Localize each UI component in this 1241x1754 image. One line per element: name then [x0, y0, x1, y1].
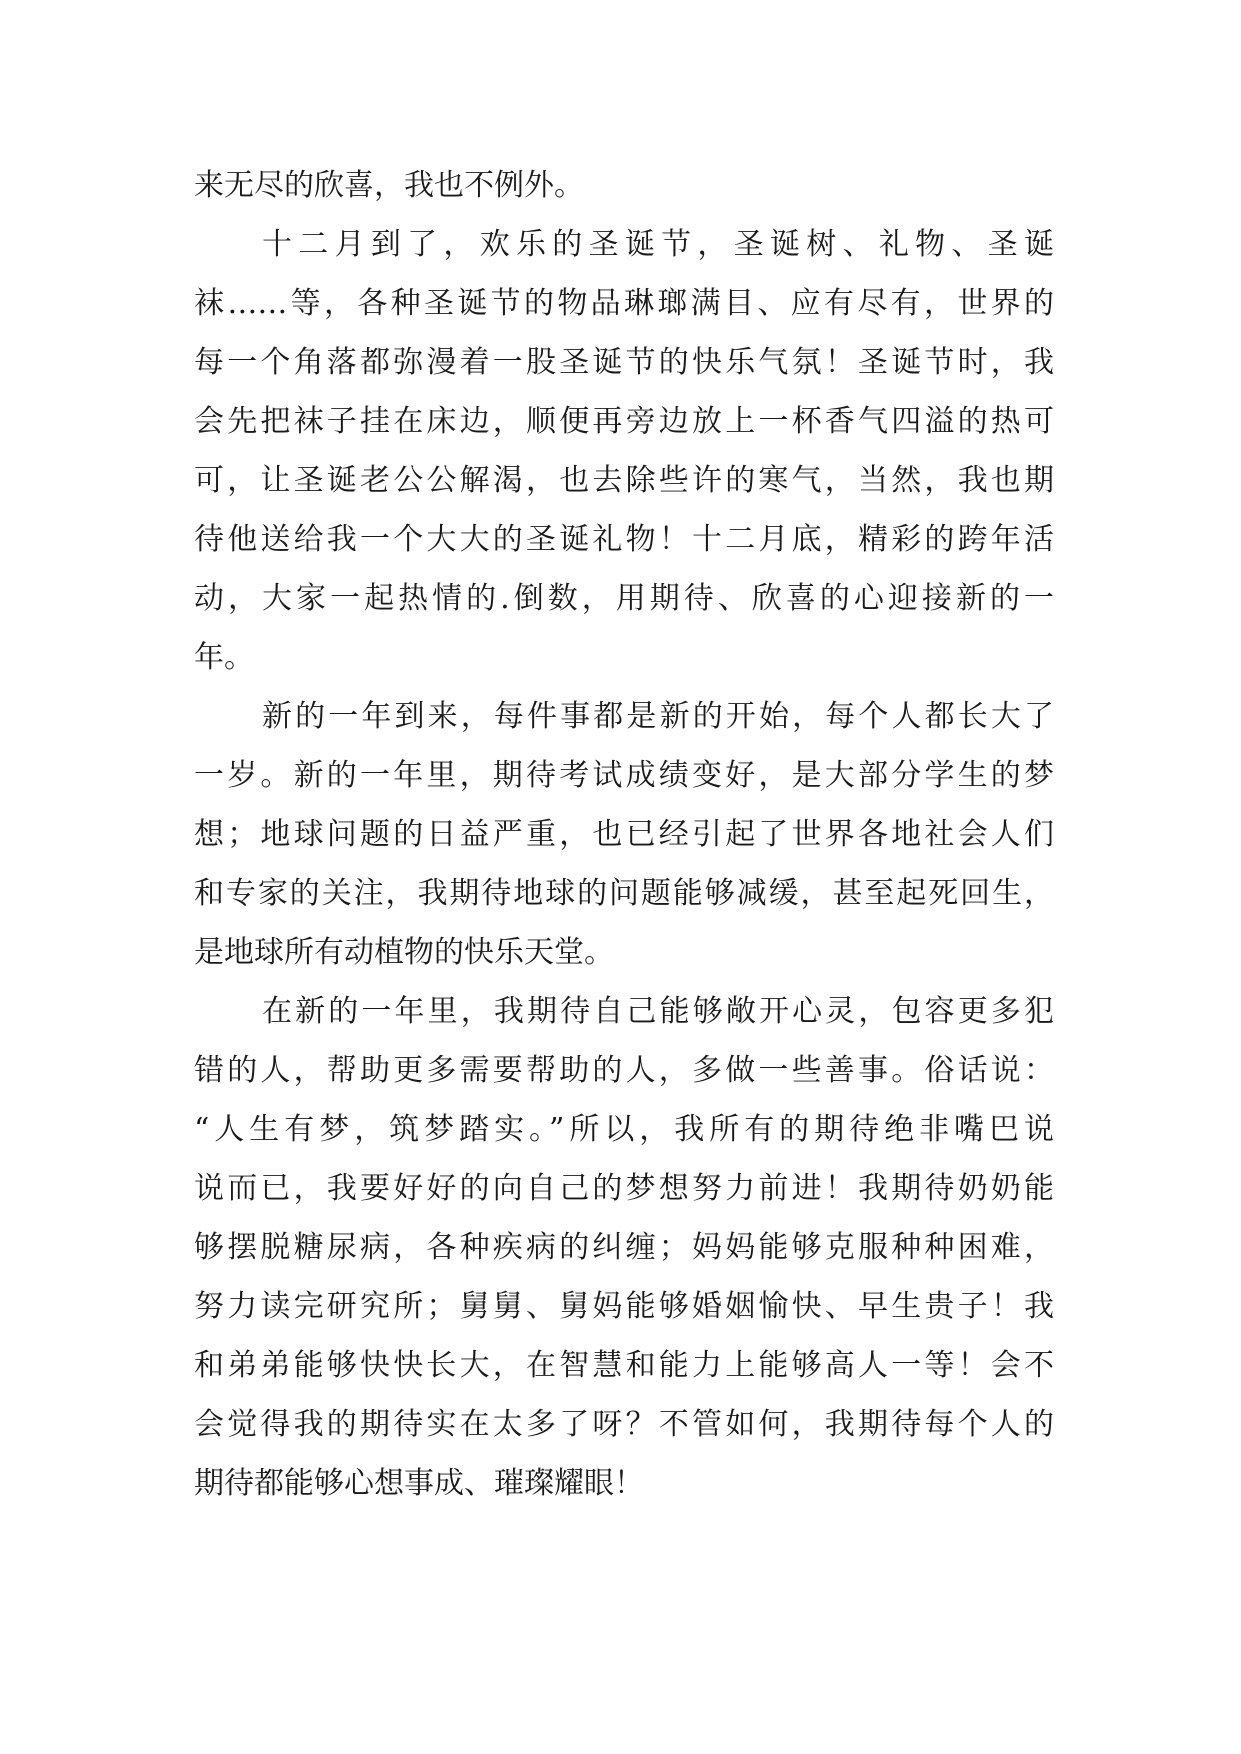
paragraph-start-line: 新的一年到来，每件事都是新的开始，每个人都长大了	[262, 699, 1054, 734]
text-line: 可，让圣诞老公公解渴，也去除些许的寒气，当然，我也期	[194, 463, 1054, 498]
text-line: 错的人，帮助更多需要帮助的人，多做一些善事。俗话说：	[194, 1053, 1054, 1088]
text-line: 想；地球问题的日益严重，也已经引起了世界各地社会人们	[194, 817, 1054, 852]
text-line: 够摆脱糖尿病，各种疾病的纠缠；妈妈能够克服种种困难，	[194, 1230, 1054, 1265]
paragraph-start-line: 十二月到了，欢乐的圣诞节，圣诞树、礼物、圣诞	[262, 227, 1054, 262]
text-line: 努力读完研究所；舅舅、舅妈能够婚姻愉快、早生贵子！我	[194, 1289, 1054, 1324]
text-line: 是地球所有动植物的快乐天堂。	[194, 935, 614, 970]
text-line: 年。	[194, 640, 254, 675]
text-line: 会觉得我的期待实在太多了呀？不管如何，我期待每个人的	[194, 1407, 1054, 1442]
text-line: 待他送给我一个大大的圣诞礼物！十二月底，精彩的跨年活	[194, 522, 1054, 557]
text-line: 和专家的关注，我期待地球的问题能够减缓，甚至起死回生，	[194, 876, 1054, 911]
text-line: 来无尽的欣喜，我也不例外。	[194, 168, 584, 203]
paragraph-start-line: 在新的一年里，我期待自己能够敞开心灵，包容更多犯	[262, 994, 1054, 1029]
text-line: 一岁。新的一年里，期待考试成绩变好，是大部分学生的梦	[194, 758, 1054, 793]
text-line: 袜……等，各种圣诞节的物品琳瑯满目、应有尽有，世界的	[194, 286, 1054, 321]
text-line: 动，大家一起热情的.倒数，用期待、欣喜的心迎接新的一	[194, 581, 1054, 616]
text-line: 每一个角落都弥漫着一股圣诞节的快乐气氛！圣诞节时，我	[194, 345, 1054, 380]
article-body	[194, 156, 1054, 1513]
text-line: 说而已，我要好好的向自己的梦想努力前进！我期待奶奶能	[194, 1171, 1054, 1206]
text-line: 期待都能够心想事成、璀璨耀眼！	[194, 1466, 644, 1501]
text-line: 和弟弟能够快快长大，在智慧和能力上能够高人一等！会不	[194, 1348, 1054, 1383]
text-line: “人生有梦，筑梦踏实。”所以，我所有的期待绝非嘴巴说	[194, 1112, 1054, 1147]
text-line: 会先把袜子挂在床边，顺便再旁边放上一杯香气四溢的热可	[194, 404, 1054, 439]
